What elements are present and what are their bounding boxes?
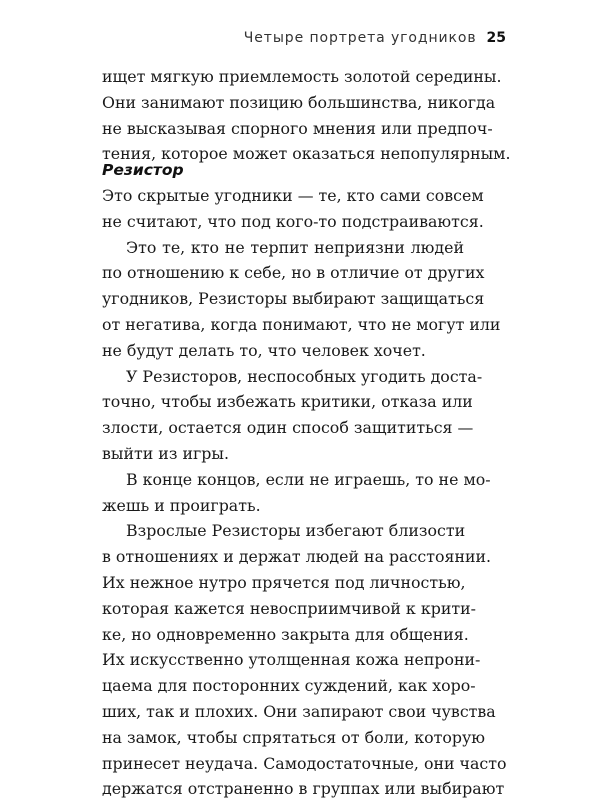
text-line: по отношению к себе, но в отличие от других xyxy=(102,263,485,283)
text-line: от негатива, когда понимают, что не могут или xyxy=(102,314,501,334)
text-line: У Резисторов, неспособных угодить доста- xyxy=(126,366,483,386)
text-line: цаема для посторонних суждений, как хоро- xyxy=(102,676,476,696)
text-line: держатся отстраненно в группах или выбирают xyxy=(102,779,505,799)
text-line: В конце концов, если не играешь, то не мо- xyxy=(126,469,491,489)
running-head xyxy=(244,30,506,46)
text-line: точно, чтобы избежать критики, отказа или xyxy=(102,392,473,412)
text-line: Это скрытые угодники — те, кто сами совсем xyxy=(102,186,484,205)
text-line: Их нежное нутро прячется под личностью, xyxy=(102,572,466,592)
text-line: которая кажется невосприимчивой к крити- xyxy=(102,598,476,618)
text-line: ищет мягкую приемлемость золотой середины. xyxy=(102,67,502,86)
text-line: выйти из игры. xyxy=(102,443,229,463)
paragraph xyxy=(102,518,507,802)
paragraph xyxy=(102,467,491,519)
text-line: Их искусственно утолщенная кожа непрони- xyxy=(102,650,481,670)
paragraph xyxy=(102,235,501,364)
section-heading: Резистор xyxy=(102,161,184,179)
section-body xyxy=(102,183,507,802)
paragraph xyxy=(102,364,483,467)
text-line: Взрослые Резисторы избегают близости xyxy=(126,521,466,541)
running-title: Четыре портрета угодников xyxy=(243,30,477,46)
text-line: Они занимают позицию большинства, никогда xyxy=(102,92,496,112)
text-line: жешь и проиграть. xyxy=(102,495,261,515)
text-line: ке, но одновременно закрыта для общения. xyxy=(102,624,469,644)
text-line: тения, которое может оказаться непопулярным. xyxy=(102,144,511,164)
text-line: не высказывая спорного мнения или предпоч- xyxy=(102,118,493,138)
text-line: ших, так и плохих. Они запирают свои чувства xyxy=(102,701,496,721)
text-line: принесет неудача. Самодостаточные, они часто xyxy=(102,753,507,773)
text-line: угодников, Резисторы выбирают защищаться xyxy=(102,289,485,309)
text-line: на замок, чтобы спрятаться от боли, которую xyxy=(102,727,485,747)
text-line: не считают, что под кого-то подстраиваются. xyxy=(102,211,484,231)
paragraph xyxy=(102,183,484,235)
page-number: 25 xyxy=(486,30,506,46)
intro-paragraph xyxy=(102,64,511,167)
text-line: не будут делать то, что человек хочет. xyxy=(102,340,426,360)
text-line: в отношениях и держат людей на расстоянии. xyxy=(102,547,492,567)
text-line: злости, остается один способ защититься — xyxy=(102,418,474,438)
text-line: Это те, кто не терпит неприязни людей xyxy=(126,237,464,257)
